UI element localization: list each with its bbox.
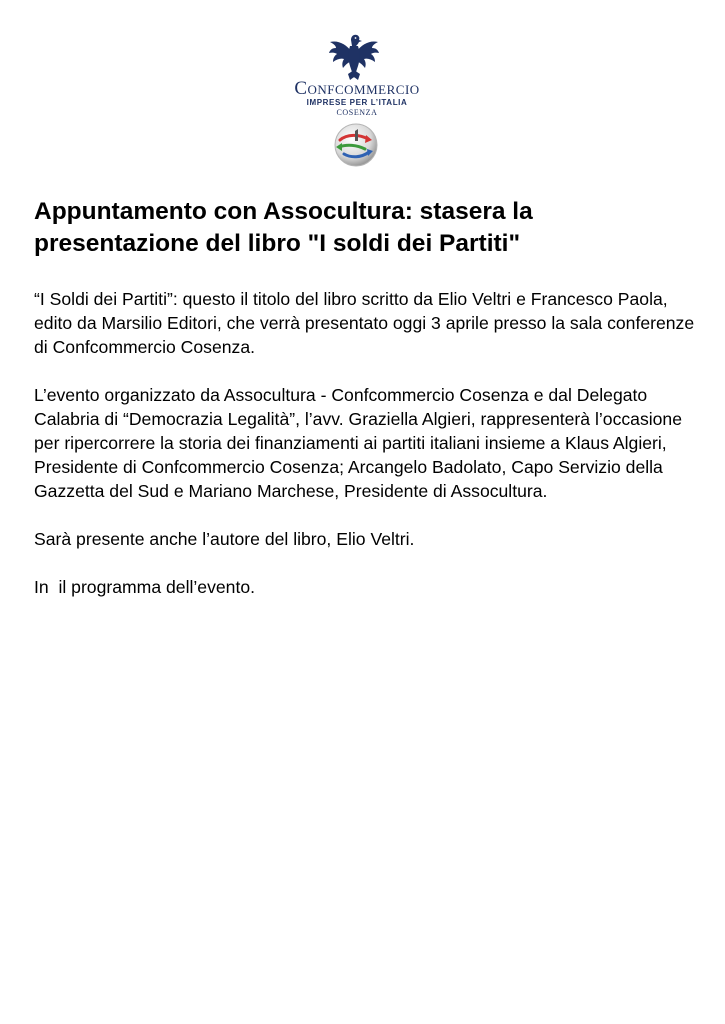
brand-tagline: IMPRESE PER L’ITALIA bbox=[306, 98, 408, 107]
header-logo bbox=[0, 30, 725, 170]
paragraph: Sarà presente anche l’autore del libro, Elio Veltri. bbox=[34, 529, 415, 549]
paragraph: L’evento organizzato da Assocultura - Confcommercio Cosenza e dal Delegato Calabria di “Democrazia Legalità”, l’avv. Graziella Algieri, rappresenterà l’occasione per ripercorrere la storia dei finanziamenti ai partiti italiani insieme a Klaus Algieri, Presidente di Confcommercio Cosenza; Arcangelo Badolato, Capo Servizio della Gazzetta del Sud e Mariano Marchese, Presidente di Assocultura. bbox=[34, 385, 687, 501]
paragraph: In il programma dell’evento. bbox=[34, 577, 256, 597]
eagle-emblem-icon bbox=[328, 32, 380, 82]
assocultura-logo-icon bbox=[331, 122, 381, 168]
brand-city: COSENZA bbox=[336, 108, 378, 117]
brand-name: Confcommercio bbox=[294, 78, 420, 99]
article-title: Appuntamento con Assocultura: stasera la presentazione del libro "I soldi dei Partiti" bbox=[34, 198, 533, 257]
article-body bbox=[34, 287, 706, 623]
paragraph: “I Soldi dei Partiti”: questo il titolo del libro scritto da Elio Veltri e Francesco Paola, edito da Marsilio Editori, che verrà presentato oggi 3 aprile presso la sala conferenze di Confcommercio Cosenza. bbox=[34, 289, 700, 357]
